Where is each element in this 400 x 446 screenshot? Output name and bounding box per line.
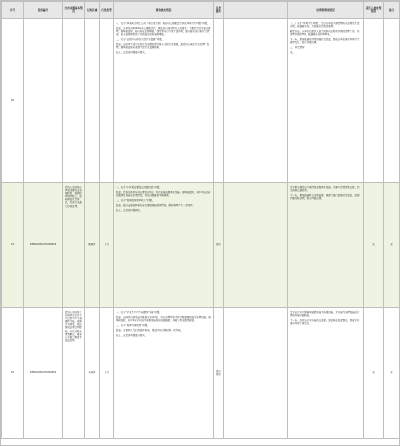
cell-verify: 一、关于“小区周边餐饮店油烟扰民”问题。 经查，投诉反映区域共有餐饮店5家，均已安装油烟净化设施。现场检查时，其中2家店铺油烟净化设施未定期清洗，存在油烟排放不畅现象。 二、关于“夜间经营噪声较大”问题。 经查，部分店铺夜间存在室外摆放桌椅经营情况，顾客喧哗产生一定噪声。 综上，该投诉问题属实。 — [114, 183, 214, 308]
cell-person: 无 — [364, 183, 384, 308]
cell-region: 丰泽区 — [85, 308, 100, 439]
header-handle: 处理和整改情况 — [288, 2, 364, 19]
cell-blank — [224, 183, 288, 308]
cell-verified: 属实 — [214, 183, 224, 308]
cell-basic — [63, 19, 85, 183]
cell-type — [100, 19, 114, 183]
complaint-table — [1, 1, 400, 439]
cell-note: 无 — [384, 183, 400, 308]
cell-no: 20 — [2, 19, 24, 183]
cell-handle: 责令该企业立即修复破损的废气收集设施，并对废气治理设施运行情况开展全面排查。 下一步，将对该企业实施重点监管，加密执法检查频次，督促企业落实环保主体责任。 — [288, 308, 364, 439]
cell-handle: （二）关于“环境卫生问题”，责令该单位立即清理院内杂物及生活垃圾，疏通排水沟，并加强日常保洁管理。 截至目前，该单位已组织人员完成院内杂物及垃圾的清理工作，共清理垃圾约3吨，疏通排水沟约200米。 下一步，属地街道将持续加强日常巡查，督促该单位落实环境卫生管理责任，防止问题反弹。 三、问责情况 无。 — [288, 19, 364, 183]
cell-code: D3BA2021070200052 — [24, 308, 63, 439]
header-note: 备注 — [384, 2, 400, 19]
cell-region — [85, 19, 100, 183]
cell-person — [364, 19, 384, 183]
cell-note — [384, 19, 400, 183]
cell-type: 大气 — [100, 183, 114, 308]
cell-verify: 一、关于“华南电力同仁公司（电力设计院）老旧办公楼搬迁后存在环境卫生问题”问题。 经查，该单位自2019年办公楼搬迁后，原址仍有部分物业人员留守，主要负责日常安全管理。现场检查时，院内存在杂物堆放、绿化带内有少量生活垃圾、部分排水沟有积水等情况，但未发现明显的工业固废及危险废物堆放。 二、关于“该院区内存在生活污水直排”问题。 经查，该院区生活污水经化粪池预处理后排入市政污水管网，最终进入城市污水处理厂处理。现场检查时未发现生活污水直排现象。 综上，该投诉问题部分属实。 — [114, 19, 214, 183]
cell-verify: 一、关于“企业生产产生刺激性气味”问题。 经查，该园区内涉及废气排放企业共3家，均已办理环评手续并配套建设废气治理设施。现场检查时，其中1家企业废气收集设施存在局部破损，导致少量无组织排放。 二、关于“夜间气味明显”问题。 经查，受夜间大气扩散条件影响，周边区域可感知到一定异味。 综上，该投诉问题部分属实。 — [114, 308, 214, 439]
table-row — [2, 19, 400, 183]
table-row — [2, 183, 400, 308]
header-code: 投诉编号 — [24, 2, 63, 19]
header-no: 序号 — [2, 2, 24, 19]
cell-region: 鲤城区 — [85, 183, 100, 308]
header-verify: 调查核实情况 — [114, 2, 214, 19]
cell-verified: 部分属实 — [214, 308, 224, 439]
header-person: 责任人被处理情况 — [364, 2, 384, 19]
header-blank — [224, 2, 288, 19]
header-region: 行政区域 — [85, 2, 100, 19]
cell-note: 无 — [384, 308, 400, 439]
cell-no: 22 — [2, 308, 24, 439]
cell-basic: 投诉人反映某工业园区内企业生产过程中产生刺激性气味，夜间尤为明显，周边居民长期受到影响，多次反映未得到解决，要求有关部门彻查并依法处理。 — [63, 308, 85, 439]
cell-person: 无 — [364, 308, 384, 439]
cell-blank — [224, 308, 288, 439]
cell-no: 21 — [2, 183, 24, 308]
cell-code: D3BA2021070200016 — [24, 183, 63, 308]
cell-type: 大气 — [100, 308, 114, 439]
cell-code — [24, 19, 63, 183]
cell-basic: 投诉人反映某小区周边餐饮店油烟扰民，夜间经营噪声较大，影响居民正常休息，希望有关部门尽快处理。 — [63, 183, 85, 308]
header-verified: 是否属实 — [214, 2, 224, 19]
table-row — [2, 308, 400, 439]
cell-verified — [214, 19, 224, 183]
header-basic: 交办问题基本情况 — [63, 2, 85, 19]
table-header-row — [2, 2, 400, 19]
cell-handle: 责令相关餐饮店立即清洗油烟净化设施，并建立定期清洗台账；禁止夜间占道经营。 下一步，属地街道联合市场监管、城管等部门加强日常巡查，发现问题及时处理，防止问题反弹。 — [288, 183, 364, 308]
cell-blank — [224, 19, 288, 183]
header-type: 污染类型 — [100, 2, 114, 19]
